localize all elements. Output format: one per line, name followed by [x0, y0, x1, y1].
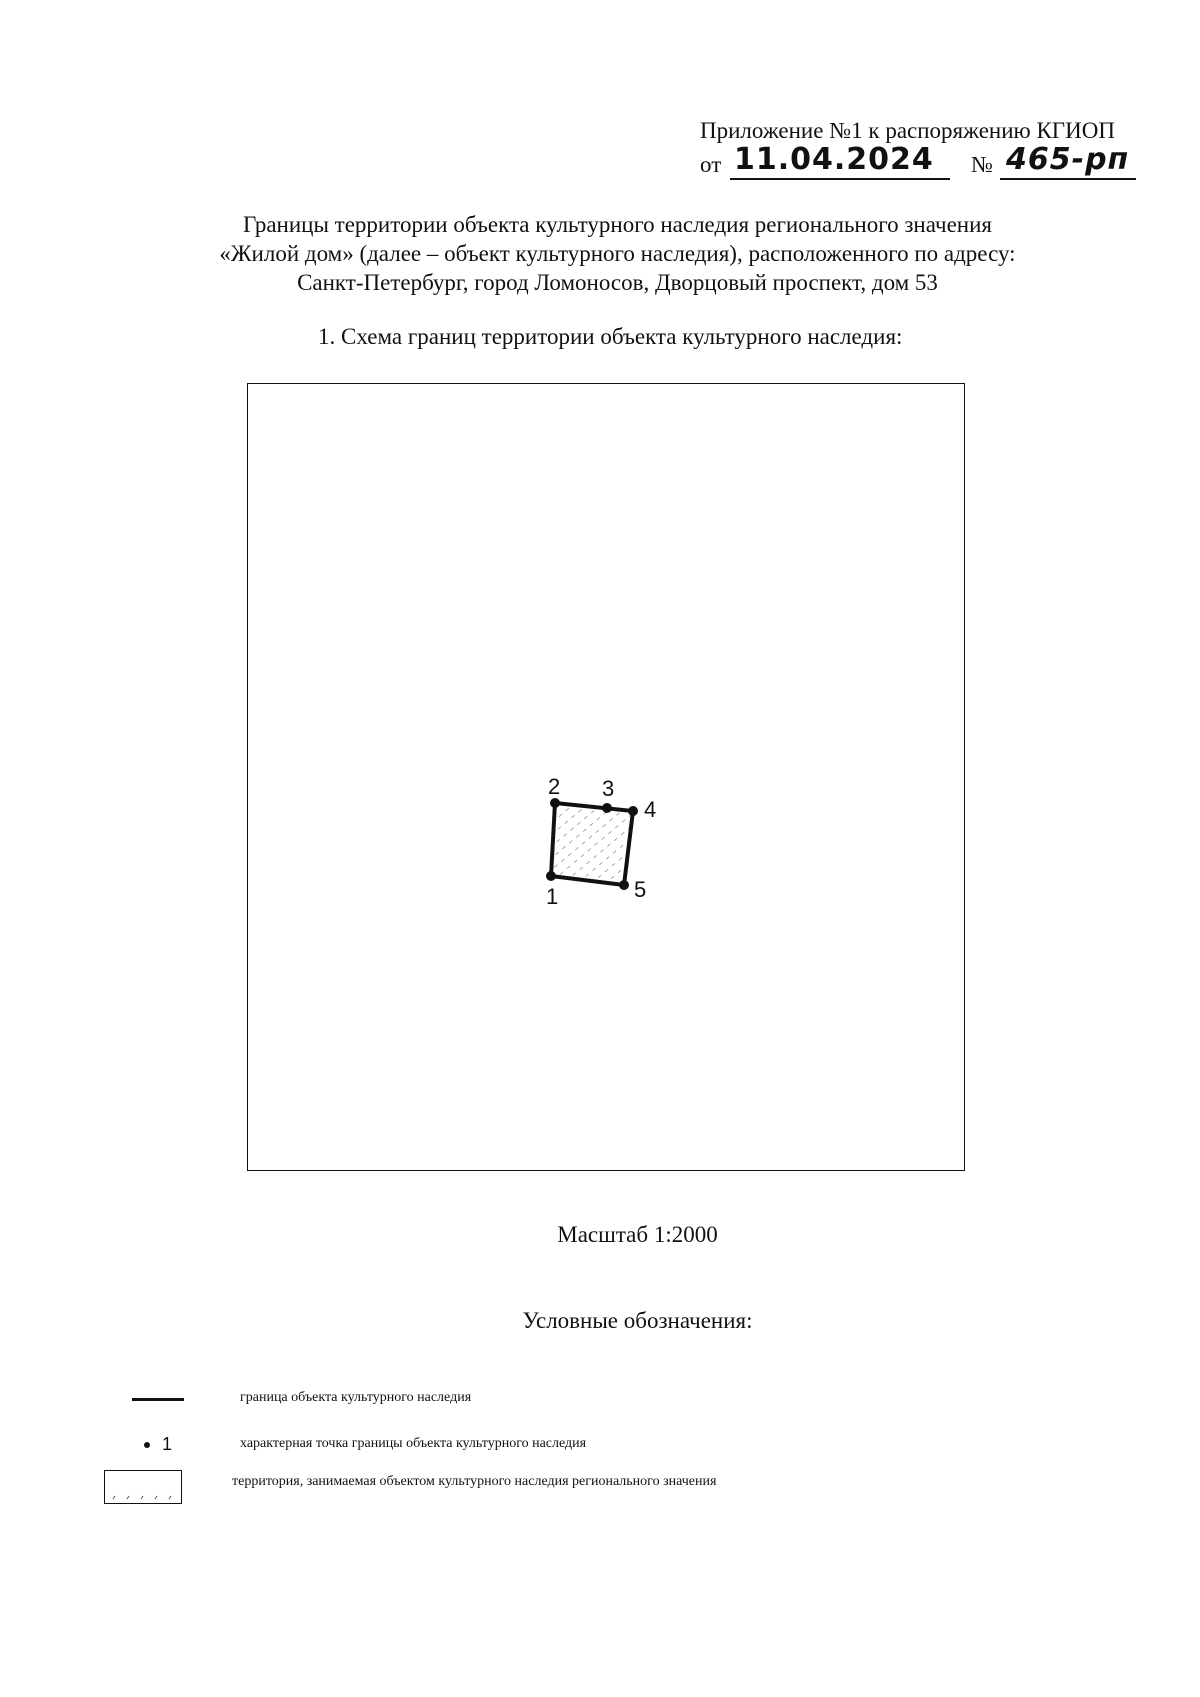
- legend-point-label: 1: [162, 1434, 173, 1454]
- boundary-point-2: [550, 798, 560, 808]
- legend-title: Условные обозначения:: [522, 1308, 753, 1333]
- legend-area-text: территория, занимаемая объектом культурного наследия регионального значения: [232, 1474, 717, 1489]
- number-underline: [1000, 178, 1136, 180]
- boundary-point-3: [602, 803, 612, 813]
- map-scale: Масштаб 1:2000: [557, 1222, 718, 1247]
- title-line-3: Санкт-Петербург, город Ломоносов, Дворцовый проспект, дом 53: [297, 270, 938, 295]
- boundary-point-5: [619, 880, 629, 890]
- legend-point-symbol: [142, 1434, 192, 1456]
- boundary-map-frame: [247, 383, 965, 1171]
- legend-point-dot: [144, 1442, 150, 1448]
- legend-area-symbol: [104, 1470, 182, 1504]
- heritage-site-polygon: [551, 803, 633, 885]
- boundary-map: [248, 384, 963, 1169]
- document-title: [120, 210, 1115, 297]
- date-prefix: от: [700, 152, 722, 177]
- title-line-1: Границы территории объекта культурного наследия регионального значения: [242, 212, 993, 237]
- point-label-2: 2: [548, 774, 561, 799]
- boundary-point-4: [628, 806, 638, 816]
- legend-boundary-text: граница объекта культурного наследия: [240, 1390, 472, 1405]
- order-date-handwritten: 11.04.2024: [734, 142, 934, 177]
- legend-boundary-line-symbol: [132, 1398, 184, 1401]
- order-date-number-line: [700, 142, 1140, 182]
- legend-point-text: характерная точка границы объекта культурного наследия: [240, 1436, 587, 1451]
- appendix-reference: Приложение №1 к распоряжению КГИОП: [700, 118, 1115, 143]
- legend-area-hatch: [105, 1471, 181, 1503]
- point-label-4: 4: [644, 797, 657, 822]
- section-heading: 1. Схема границ территории объекта культурного наследия:: [318, 324, 903, 349]
- boundary-point-1: [546, 871, 556, 881]
- point-label-1: 1: [546, 884, 559, 909]
- number-sign: №: [971, 152, 993, 177]
- point-label-5: 5: [634, 877, 647, 902]
- title-line-2: «Жилой дом» (далее – объект культурного наследия), расположенного по адресу:: [219, 241, 1016, 266]
- date-underline: [730, 178, 950, 180]
- order-number-handwritten: 465-рп: [1006, 142, 1130, 177]
- point-label-3: 3: [602, 776, 615, 801]
